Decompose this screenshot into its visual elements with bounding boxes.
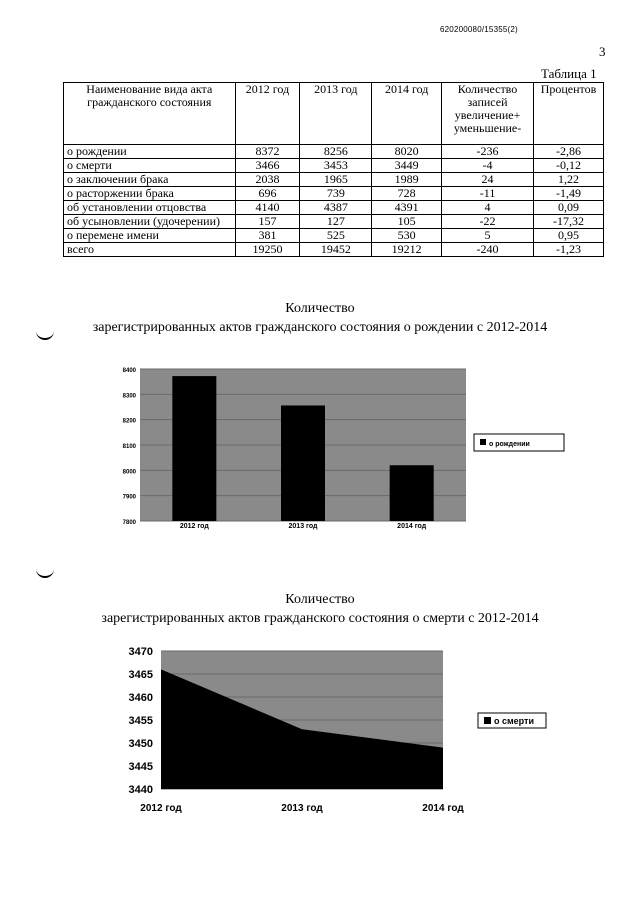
y-tick-label: 8200 <box>122 418 136 425</box>
x-tick-label: 2014 год <box>397 523 427 530</box>
table-cell: о рождении <box>64 145 236 159</box>
table-cell: -11 <box>442 187 534 201</box>
document-reference: 620200080/15355(2) <box>440 25 518 34</box>
table-cell: 19452 <box>300 243 372 257</box>
y-tick-label: 3455 <box>128 715 153 727</box>
birth-chart-title-line: Количество <box>285 301 355 316</box>
table-cell: 696 <box>235 187 300 201</box>
x-tick-label: 2012 год <box>140 803 182 814</box>
page-number: 3 <box>599 44 606 59</box>
y-tick-label: 3450 <box>128 738 153 750</box>
table-caption: Таблица 1 <box>541 66 597 81</box>
table-cell: 739 <box>300 187 372 201</box>
y-tick-label: 3445 <box>128 761 153 773</box>
table-cell: -1,49 <box>534 187 604 201</box>
table-cell: всего <box>64 243 236 257</box>
table-cell: 728 <box>372 187 442 201</box>
death-chart-title-line: зарегистрированных актов гражданского состояния о смерти с 2012-2014 <box>101 611 539 626</box>
y-tick-label: 7900 <box>122 494 136 501</box>
table-cell: 19212 <box>372 243 442 257</box>
table-header-cell: Наименование вида акта гражданского состояния <box>64 83 236 145</box>
x-tick-label: 2013 год <box>281 803 323 814</box>
table-header-cell: 2012 год <box>235 83 300 145</box>
table-cell: -17,32 <box>534 215 604 229</box>
x-tick-label: 2013 год <box>288 523 318 530</box>
table-cell: -4 <box>442 159 534 173</box>
table-cell: 1989 <box>372 173 442 187</box>
table-cell: 127 <box>300 215 372 229</box>
y-tick-label: 3440 <box>128 784 153 796</box>
table-cell: 0,95 <box>534 229 604 243</box>
y-tick-label: 8100 <box>122 444 136 450</box>
table-cell: 0,09 <box>534 201 604 215</box>
table-cell: -240 <box>442 243 534 257</box>
table-cell: 8256 <box>300 145 372 159</box>
table-cell: 2038 <box>235 173 300 187</box>
table-cell: 8020 <box>372 145 442 159</box>
table-cell: 3449 <box>372 159 442 173</box>
table-cell: 8372 <box>235 145 300 159</box>
table-cell: о заключении брака <box>64 173 236 187</box>
y-tick-label: 8300 <box>122 393 136 400</box>
y-tick-label: 3465 <box>128 669 153 681</box>
legend-label: о смерти <box>494 716 534 726</box>
table-cell: 19250 <box>235 243 300 257</box>
table-cell: об усыновлении (удочерении) <box>64 215 236 229</box>
table-header-cell: Количество записей увеличение+ уменьшение- <box>442 83 534 145</box>
y-tick-label: 8400 <box>122 368 136 374</box>
table-cell: об установлении отцовства <box>64 201 236 215</box>
death-chart-title-line: Количество <box>285 592 355 607</box>
table-cell: о смерти <box>64 159 236 173</box>
table-cell: 24 <box>442 173 534 187</box>
table-cell: 3466 <box>235 159 300 173</box>
table-cell: -1,23 <box>534 243 604 257</box>
table-cell: 530 <box>372 229 442 243</box>
table-cell: 4 <box>442 201 534 215</box>
table-cell: 157 <box>235 215 300 229</box>
table-cell: 105 <box>372 215 442 229</box>
table-cell: 525 <box>300 229 372 243</box>
x-tick-label: 2012 год <box>179 523 209 530</box>
table-cell: -2,86 <box>534 145 604 159</box>
table-header-cell: 2013 год <box>300 83 372 145</box>
legend-label: о рождении <box>489 441 530 448</box>
table-cell: 381 <box>235 229 300 243</box>
legend-swatch <box>484 717 491 724</box>
table-cell: 4140 <box>235 201 300 215</box>
table-cell: 1,22 <box>534 173 604 187</box>
table-header-cell: Процентов <box>534 83 604 145</box>
table-cell: -0,12 <box>534 159 604 173</box>
y-tick-label: 7800 <box>122 520 136 526</box>
table-cell: о расторжении брака <box>64 187 236 201</box>
table-cell: 3453 <box>300 159 372 173</box>
table-cell: 1965 <box>300 173 372 187</box>
table-cell: 5 <box>442 229 534 243</box>
table-header-cell: 2014 год <box>372 83 442 145</box>
table-cell: -236 <box>442 145 534 159</box>
table-cell: 4387 <box>300 201 372 215</box>
birth-chart-title-line: зарегистрированных актов гражданского состояния о рождении с 2012-2014 <box>92 320 548 335</box>
table-cell: -22 <box>442 215 534 229</box>
y-tick-label: 8000 <box>122 469 136 476</box>
table-cell: 4391 <box>372 201 442 215</box>
x-tick-label: 2014 год <box>422 803 464 814</box>
y-tick-label: 3470 <box>128 646 153 658</box>
table-cell: о перемене имени <box>64 229 236 243</box>
y-tick-label: 3460 <box>128 692 153 704</box>
